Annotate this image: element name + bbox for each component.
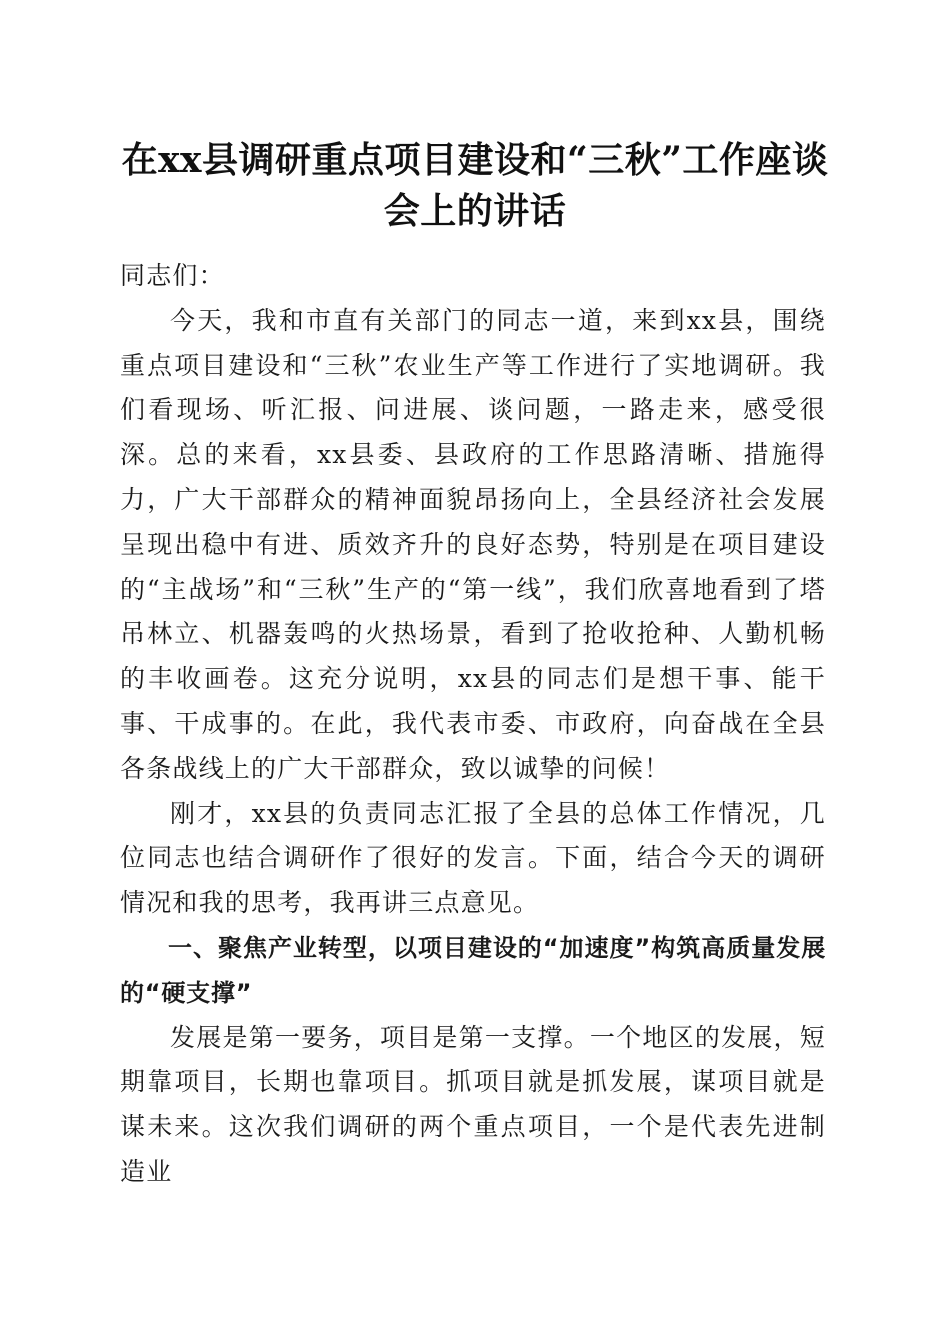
document-title: 在xx县调研重点项目建设和“三秋”工作座谈会上的讲话	[121, 139, 829, 232]
document-body	[120, 254, 826, 1195]
salutation: 同志们：	[120, 261, 225, 290]
paragraph-opening: 今天，我和市直有关部门的同志一道，来到xx县，围绕重点项目建设和“三秋”农业生产等工作进行了实地调研。我们看现场、听汇报、问进展、谈问题，一路走来，感受很深。总的来看，xx县委、县政府的工作思路清晰、措施得力，广大干部群众的精神面貌昂扬向上，全县经济社会发展呈现出稳中有进、质效齐升的良好态势，特别是在项目建设的“主战场”和“三秋”生产的“第一线”，我们欣喜地看到了塔吊林立、机器轰鸣的火热场景，看到了抢收抢种、人勤机畅的丰收画卷。这充分说明，xx县的同志们是想干事、能干事、干成事的。在此，我代表市委、市政府，向奋战在全县各条战线上的广大干部群众，致以诚挚的问候！	[120, 305, 826, 783]
paragraph-section-1: 发展是第一要务，项目是第一支撑。一个地区的发展，短期靠项目，长期也靠项目。抓项目就是抓发展，谋项目就是谋未来。这次我们调研的两个重点项目，一个是代表先进制造业	[120, 1022, 826, 1186]
paragraph-transition: 刚才，xx县的负责同志汇报了全县的总体工作情况，几位同志也结合调研作了很好的发言。下面，结合今天的调研情况和我的思考，我再讲三点意见。	[120, 798, 826, 918]
section-heading-1: 一、聚焦产业转型，以项目建设的“加速度”构筑高质量发展的“硬支撑”	[120, 933, 826, 1007]
